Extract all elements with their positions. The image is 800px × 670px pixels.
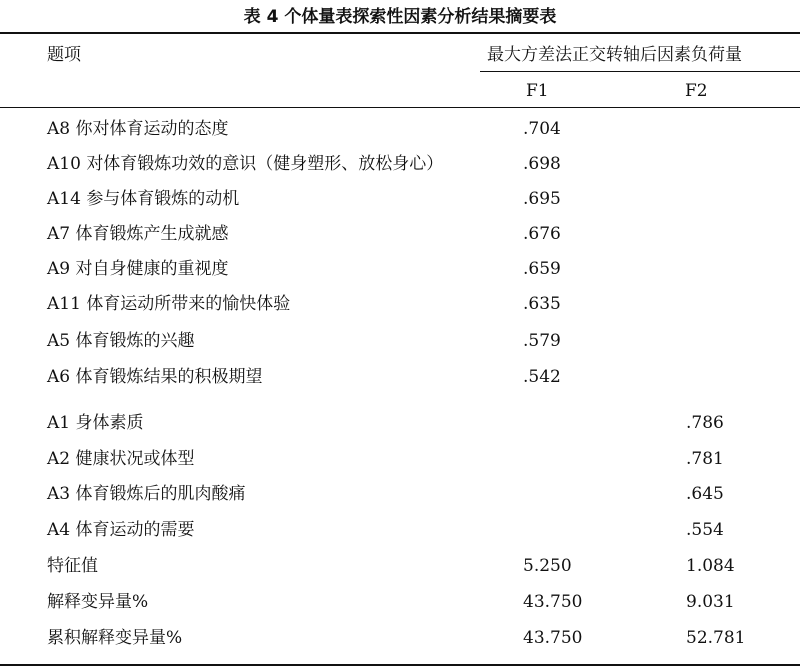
- row-label: A4 体育运动的需要: [47, 520, 195, 540]
- row-label: A8 你对体育运动的态度: [47, 119, 229, 139]
- row-label: 累积解释变异量%: [47, 628, 183, 648]
- header-item: 题项: [47, 45, 81, 65]
- table-row: [0, 448, 800, 470]
- row-label: 解释变异量%: [47, 592, 149, 612]
- row-f2-value: 52.781: [686, 628, 746, 648]
- row-f2-value: .781: [686, 449, 724, 469]
- table-row: [0, 330, 800, 352]
- row-label: A11 体育运动所带来的愉快体验: [47, 294, 291, 314]
- row-f1-value: .542: [523, 367, 561, 387]
- row-f2-value: .645: [686, 484, 724, 504]
- table-row: [0, 153, 800, 175]
- row-label: A2 健康状况或体型: [47, 449, 195, 469]
- header-sub-rule: [480, 71, 800, 72]
- row-f1-value: .698: [523, 154, 561, 174]
- header-f1: F1: [526, 81, 549, 101]
- row-f1-value: .695: [523, 189, 561, 209]
- row-f2-value: 1.084: [686, 556, 735, 576]
- row-f1-value: .579: [523, 331, 561, 351]
- header-group: 最大方差法正交转轴后因素负荷量: [487, 45, 742, 65]
- row-f1-value: 43.750: [523, 592, 583, 612]
- row-label: A6 体育锻炼结果的积极期望: [47, 367, 263, 387]
- row-label: A3 体育锻炼后的肌肉酸痛: [47, 484, 246, 504]
- table-row: [0, 118, 800, 140]
- row-f1-value: 5.250: [523, 556, 572, 576]
- row-f2-value: .786: [686, 413, 724, 433]
- table-title: 表 4 个体量表探索性因素分析结果摘要表: [243, 7, 557, 27]
- row-f2-value: 9.031: [686, 592, 735, 612]
- table-row: [0, 519, 800, 541]
- row-f1-value: .676: [523, 224, 561, 244]
- row-f1-value: .659: [523, 259, 561, 279]
- table-row: [0, 555, 800, 577]
- bottom-rule: [0, 664, 800, 666]
- table-row: [0, 412, 800, 434]
- table-row: [0, 483, 800, 505]
- table-row: [0, 591, 800, 613]
- row-label: A10 对体育锻炼功效的意识（健身塑形、放松身心）: [47, 154, 444, 174]
- table-row: [0, 188, 800, 210]
- row-label: A5 体育锻炼的兴趣: [47, 331, 195, 351]
- row-label: A7 体育锻炼产生成就感: [47, 224, 229, 244]
- row-f2-value: .554: [686, 520, 724, 540]
- row-label: A1 身体素质: [47, 413, 144, 433]
- header-f2: F2: [685, 81, 708, 101]
- row-f1-value: 43.750: [523, 628, 583, 648]
- row-label: 特征值: [47, 556, 98, 576]
- row-label: A14 参与体育锻炼的动机: [47, 189, 240, 209]
- table-row: [0, 627, 800, 649]
- table-row: [0, 366, 800, 388]
- top-rule: [0, 32, 800, 34]
- header-rule: [0, 107, 800, 108]
- table-row: [0, 223, 800, 245]
- row-f1-value: .704: [523, 119, 561, 139]
- row-label: A9 对自身健康的重视度: [47, 259, 229, 279]
- table-row: [0, 258, 800, 280]
- table-row: [0, 293, 800, 315]
- row-f1-value: .635: [523, 294, 561, 314]
